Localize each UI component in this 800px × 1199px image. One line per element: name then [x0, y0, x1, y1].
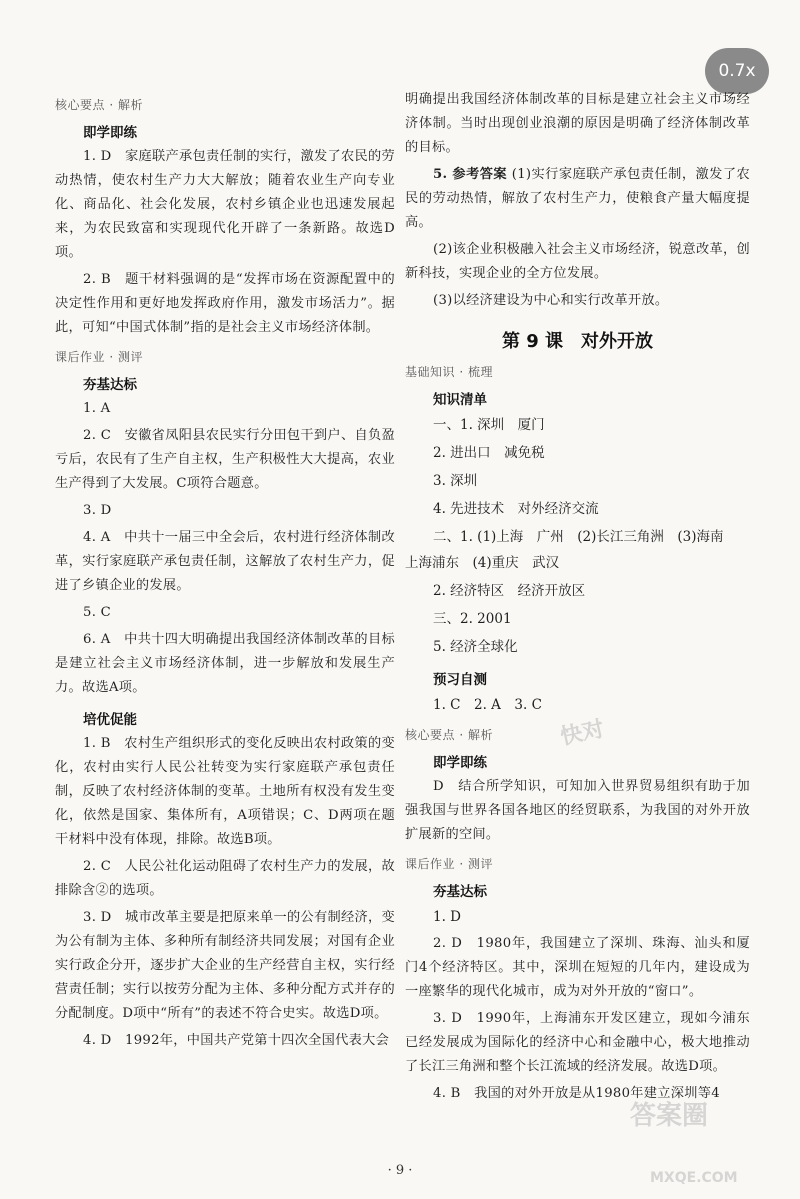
answer-paragraph: [405, 163, 750, 235]
section-header: 核心要点 · 解析: [405, 728, 493, 742]
list-item: 1. D: [433, 909, 461, 925]
answer-paragraph: (3)以经济建设为中心和实行改革开放。: [433, 293, 669, 308]
left-column: [55, 88, 395, 1056]
subsection-title: 即学即练: [83, 125, 137, 141]
list-item: 2. 经济特区 经济开放区: [433, 583, 586, 599]
subsection-title: 夯基达标: [83, 377, 137, 393]
answer-paragraph: 5. C: [83, 605, 112, 620]
answer-paragraph: 1. B 农村生产组织形式的变化反映出农村政策的变化，农村由实行人民公社转变为实行家庭联产承包责任制，反映了农村经济体制的变革。土地所有权没有发生变化，依然是国家、集体所有，A项错误；C、D两项在题干材料中没有体现，排除。故选B项。: [55, 736, 395, 847]
watermark: MXQE.COM: [650, 1170, 738, 1186]
list-item: 5. 经济全球化: [433, 639, 518, 655]
list-item: 4. 先进技术 对外经济交流: [433, 501, 599, 517]
answer-paragraph: 2. C 人民公社化运动阻碍了农村生产力的发展，故排除含②的选项。: [55, 859, 395, 898]
answer-paragraph: 1. A: [83, 401, 111, 416]
list-item: 一、1. 深圳 厦门: [433, 417, 545, 433]
answer-paragraph: 2. C 安徽省凤阳县农民实行分田包干到户、自负盈亏后，农民有了生产自主权，生产积极性大大提高，农业生产得到了大发展。C项符合题意。: [55, 428, 395, 491]
section-header: 核心要点 · 解析: [55, 98, 143, 112]
page-number: · 9 ·: [387, 1163, 413, 1178]
section-header: 基础知识 · 梳理: [405, 365, 493, 379]
reference-answer-label: 5. 参考答案: [433, 167, 508, 182]
answer-paragraph: 明确提出我国经济体制改革的目标是建立社会主义市场经济体制。当时出现创业浪潮的原因是明确了经济体制改革的目标。: [405, 92, 750, 155]
answer-paragraph: 2. D 1980年，我国建立了深圳、珠海、汕头和厦门4个经济特区。其中，深圳在短短的几年内，建设成为一座繁华的现代化城市，成为对外开放的“窗口”。: [405, 936, 750, 999]
section-header: 课后作业 · 测评: [405, 857, 493, 871]
list-item: 三、2. 2001: [433, 611, 512, 627]
list-item: 1. C 2. A 3. C: [433, 697, 542, 713]
list-item: 3. 深圳: [433, 473, 478, 489]
answer-paragraph: 3. D 1990年，上海浦东开发区建立，现如今浦东已经发展成为国际化的经济中心和金融中心，极大地推动了长江三角洲和整个长江流域的经济发展。故选D项。: [405, 1011, 750, 1074]
list-item: 2. 进出口 减免税: [433, 445, 545, 461]
answer-paragraph: 2. B 题干材料强调的是“发挥市场在资源配置中的决定性作用和更好地发挥政府作用，激发市场活力”。据此，可知“中国式体制”指的是社会主义市场经济体制。: [55, 272, 395, 335]
subsection-title: 即学即练: [433, 755, 487, 771]
subsection-title: 知识清单: [433, 392, 487, 408]
answer-paragraph: (2)该企业积极融入社会主义市场经济，锐意改革，创新科技，实现企业的全方位发展。: [405, 242, 750, 281]
answer-paragraph: 4. D 1992年，中国共产党第十四次全国代表大会: [83, 1033, 390, 1048]
watermark: 答案圈: [630, 1101, 709, 1131]
answer-paragraph: D 结合所学知识，可知加入世界贸易组织有助于加强我国与世界各国各地区的经贸联系，为我国的对外开放扩展新的空间。: [405, 779, 750, 842]
answer-paragraph: 6. A 中共十四大明确提出我国经济体制改革的目标是建立社会主义市场经济体制，进一步解放和发展生产力。故选A项。: [55, 632, 395, 695]
zoom-badge[interactable]: 0.7x: [705, 48, 769, 94]
answer-paragraph: 3. D: [83, 503, 112, 518]
lesson-title: 第 9 课 对外开放: [501, 331, 654, 352]
answer-paragraph: 4. A 中共十一届三中全会后，农村进行经济体制改革，实行家庭联产承包责任制，这解放了农村生产力，促进了乡镇企业的发展。: [55, 530, 395, 593]
answer-text: (1)实行家庭联产承包责任制，激发了农民的劳动热情，解放了农村生产力，使粮食产量大幅度提高。: [405, 167, 750, 230]
watermark: 快对: [558, 716, 607, 751]
list-item: 二、1. (1)上海 广州 (2)长江三角洲 (3)海南 上海浦东 (4)重庆 武汉: [405, 529, 738, 571]
subsection-title: 预习自测: [433, 672, 487, 688]
answer-paragraph: 1. D 家庭联产承包责任制的实行，激发了农民的劳动热情，使农村生产力大大解放；随着农业生产向专业化、商品化、社会化发展，农村乡镇企业也迅速发展起来，为农民致富和实现现代化开辟了一条新路。故选D项。: [55, 149, 395, 260]
answer-paragraph: 3. D 城市改革主要是把原来单一的公有制经济，变为公有制为主体、多种所有制经济共同发展；对国有企业实行政企分开，逐步扩大企业的生产经营自主权，实行经营责任制；实行以按劳分配为主体、多种分配方式并存的分配制度。D项中“所有”的表述不符合史实。故选D项。: [55, 910, 395, 1021]
subsection-title: 夯基达标: [433, 884, 487, 900]
right-column: [405, 88, 750, 1109]
section-header: 课后作业 · 测评: [55, 350, 143, 364]
answer-paragraph: 4. B 我国的对外开放是从1980年建立深圳等4: [433, 1086, 720, 1101]
subsection-title: 培优促能: [83, 712, 137, 728]
